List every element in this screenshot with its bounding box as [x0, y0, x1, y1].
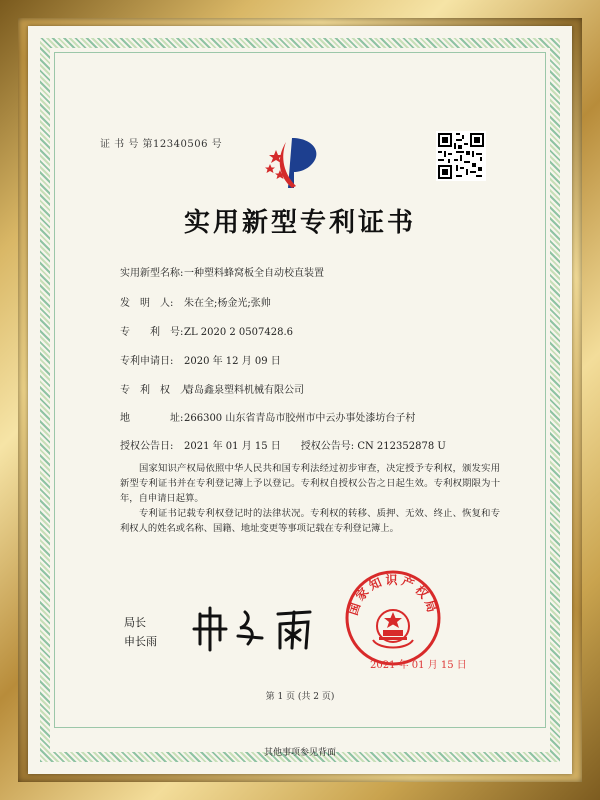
page-number: 第 1 页 (共 2 页) [265, 692, 335, 702]
back-note: 其他事项参见背面 [263, 748, 336, 758]
qr-code-icon [436, 131, 486, 181]
signature-name: 申长雨 [124, 635, 157, 648]
certificate-number: 证 书 号 第12340506 号 [100, 139, 223, 150]
field-value: 一种塑料蜂窝板全自动校直装置 [184, 268, 324, 279]
certificate-paragraph-1: 国家知识产权局依照中华人民共和国专利法经过初步审查，决定授予专利权，颁发实用新型专利证书并在专利登记簿上予以登记。专利权自授权公告之日起生效。专利权期限为十年，自申请日起算。 [120, 463, 500, 504]
national-emblem-icon [343, 568, 443, 668]
logo-p-shape [288, 138, 316, 188]
field-grant-date [120, 437, 446, 452]
field-label: 专利申请日: [120, 356, 174, 367]
seal-text: 国家知识产权局 [345, 573, 441, 617]
patent-office-logo-icon [262, 128, 328, 194]
field-value: 2021 年 01 月 15 日 授权公告号: CN 212352878 U [184, 441, 446, 452]
field-value: ZL 2020 2 0507428.6 [184, 327, 294, 338]
field-value: 266300 山东省青岛市胶州市中云办事处漆坊台子村 [184, 413, 416, 424]
field-label: 发 明 人: [120, 298, 174, 309]
certificate-title: 实用新型专利证书 [183, 208, 416, 238]
field-address [120, 409, 415, 424]
field-inventors [120, 294, 271, 309]
field-application-date [120, 352, 281, 367]
field-value: 朱在全;杨金光;张帅 [184, 298, 271, 309]
field-label: 授权公告日: [120, 441, 174, 452]
field-label: 地 址: [120, 413, 184, 424]
seal-date: 2021 年 01 月 15 日 [370, 660, 467, 671]
field-value: 2020 年 12 月 09 日 [184, 356, 281, 367]
certificate-paragraph-2: 专利证书记载专利权登记时的法律状况。专利权的转移、质押、无效、终止、恢复和专利权人的姓名或名称、国籍、地址变更等事项记载在专利登记簿上。 [120, 508, 500, 534]
field-label: 实用新型名称: [120, 268, 184, 279]
field-utility-model-name [120, 264, 324, 279]
signature-title: 局长 [124, 616, 146, 629]
field-value: 青岛鑫泉塑料机械有限公司 [184, 385, 304, 396]
logo-star [265, 164, 275, 173]
field-label: 专 利 号: [120, 327, 184, 338]
handwritten-signature [190, 604, 350, 654]
field-patentee [120, 381, 304, 396]
field-patent-number [120, 323, 293, 338]
field-label: 专 利 权 人: [120, 385, 194, 396]
